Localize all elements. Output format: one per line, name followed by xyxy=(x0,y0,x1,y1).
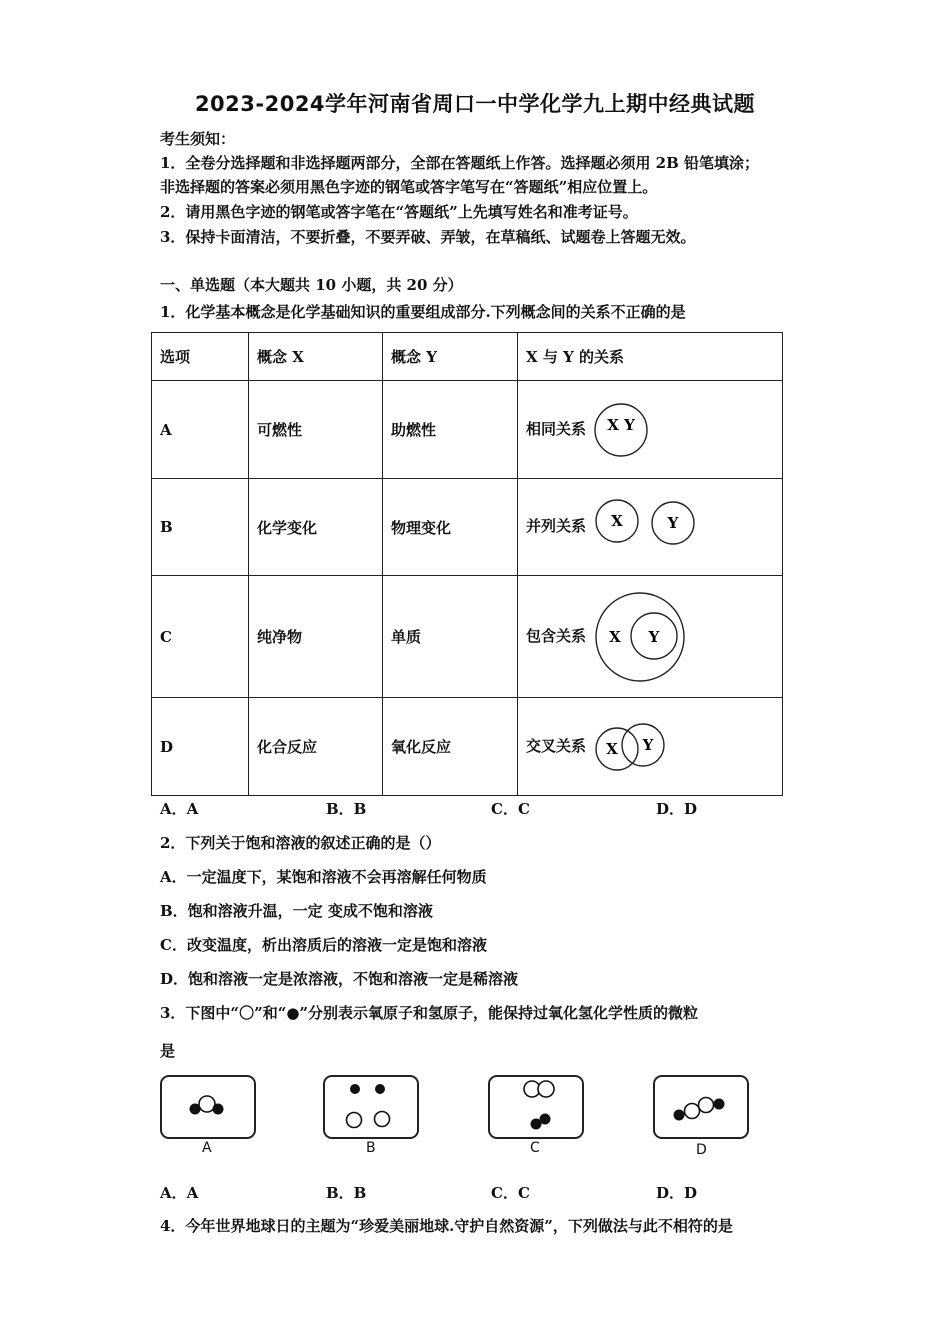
contain-relation-diagram xyxy=(593,589,691,685)
q3-stem: 3．下图中“〇”和“●”分别表示氧原子和氢原子，能保持过氧化氢化学性质的微粒 xyxy=(160,1004,699,1022)
relation-label: 并列关系 xyxy=(526,517,587,535)
q2-option-c[interactable]: C．改变温度，析出溶质后的溶液一定是饱和溶液 xyxy=(160,936,487,954)
parallel-relation-diagram xyxy=(593,497,703,557)
same-relation-diagram xyxy=(593,400,657,460)
notice-line-1: 1．全卷分选择题和非选择题两部分，全部在答题纸上作答。选择题必须用 2B 铅笔填涂； xyxy=(160,154,760,172)
relation-label: 交叉关系 xyxy=(526,736,587,755)
option-cell: D xyxy=(152,698,249,796)
hydrogen-atom xyxy=(540,1114,551,1125)
q1-choice-b[interactable]: B．B xyxy=(326,800,367,818)
hydrogen-atom xyxy=(213,1104,224,1115)
q2-stem: 2．下列关于饱和溶液的叙述正确的是（） xyxy=(160,834,441,852)
hydrogen-atom xyxy=(350,1084,360,1094)
q2-option-d[interactable]: D．饱和溶液一定是浓溶液，不饱和溶液一定是稀溶液 xyxy=(160,970,519,988)
table-header-row xyxy=(152,333,783,381)
table-row xyxy=(152,576,783,698)
intersect-relation-diagram xyxy=(593,717,673,777)
q3-choice-c[interactable]: C．C xyxy=(491,1184,530,1202)
concept-x-cell: 化学变化 xyxy=(249,479,383,576)
relation-cell xyxy=(518,479,783,576)
molecule-box-a xyxy=(160,1075,256,1139)
circle-label-x: X xyxy=(606,739,619,758)
q3-choice-b[interactable]: B．B xyxy=(326,1184,367,1202)
header-cell: 概念 Y xyxy=(383,333,518,381)
molecule-box-d xyxy=(653,1075,749,1139)
q1-stem: 1．化学基本概念是化学基础知识的重要组成部分.下列概念间的关系不正确的是 xyxy=(160,303,686,321)
table-row xyxy=(152,698,783,796)
circle-label-x: X xyxy=(609,627,622,646)
section-heading: 一、单选题（本大题共 10 小题，共 20 分） xyxy=(160,276,463,294)
circle-label-y: Y xyxy=(648,627,660,646)
relation-cell xyxy=(518,381,783,479)
circle-label-y: Y xyxy=(642,735,654,754)
notice-line-3: 3．保持卡面清洁，不要折叠，不要弄破、弄皱，在草稿纸、试题卷上答题无效。 xyxy=(160,228,696,246)
notice-line-2: 2．请用黑色字迹的钢笔或答字笔在“答题纸”上先填写姓名和准考证号。 xyxy=(160,203,638,221)
oxygen-atom xyxy=(699,1098,714,1113)
q2-option-a[interactable]: A．一定温度下，某饱和溶液不会再溶解任何物质 xyxy=(160,868,487,886)
table-row xyxy=(152,381,783,479)
q3-stem-cont: 是 xyxy=(160,1042,176,1060)
header-cell: 概念 X xyxy=(249,333,383,381)
relation-cell xyxy=(518,698,783,796)
relation-label: 包含关系 xyxy=(526,626,587,645)
q3-choice-d[interactable]: D．D xyxy=(656,1184,698,1202)
circle-label-xy: X Y xyxy=(607,415,636,434)
table-row xyxy=(152,479,783,576)
header-cell: X 与 Y 的关系 xyxy=(518,333,783,381)
concept-y-cell: 氧化反应 xyxy=(383,698,518,796)
molecule-label-c: C xyxy=(530,1140,540,1156)
oxygen-atom xyxy=(375,1112,390,1127)
concept-y-cell: 助燃性 xyxy=(383,381,518,479)
molecule-box-c xyxy=(488,1075,584,1139)
oxygen-atom xyxy=(347,1113,362,1128)
hydrogen-atom xyxy=(714,1099,725,1110)
page-title: 2023-2024学年河南省周口一中学化学九上期中经典试题 xyxy=(194,92,756,116)
concept-y-cell: 单质 xyxy=(383,576,518,698)
option-cell: B xyxy=(152,479,249,576)
oxygen-atom xyxy=(685,1104,700,1119)
molecule-label-d: D xyxy=(696,1142,707,1158)
relation-cell xyxy=(518,576,783,698)
molecule-label-a: A xyxy=(202,1140,212,1156)
header-cell: 选项 xyxy=(152,333,249,381)
circle-label-x: X xyxy=(611,512,624,530)
circle-label-y: Y xyxy=(667,514,679,532)
molecule-label-b: B xyxy=(366,1140,376,1156)
q1-choice-d[interactable]: D．D xyxy=(656,800,698,818)
q1-choice-c[interactable]: C．C xyxy=(491,800,530,818)
concept-y-cell: 物理变化 xyxy=(383,479,518,576)
hydrogen-atom xyxy=(375,1084,385,1094)
q4-stem: 4．今年世界地球日的主题为“珍爱美丽地球.守护自然资源”，下列做法与此不相符的是 xyxy=(160,1217,733,1235)
molecule-box-b xyxy=(323,1075,419,1139)
molecule-d-diagram xyxy=(655,1077,747,1137)
q3-choice-a[interactable]: A．A xyxy=(160,1184,199,1202)
q2-option-b[interactable]: B．饱和溶液升温，一定 变成不饱和溶液 xyxy=(160,902,433,920)
molecule-a-diagram xyxy=(162,1077,254,1137)
concept-x-cell: 纯净物 xyxy=(249,576,383,698)
option-cell: C xyxy=(152,576,249,698)
oxygen-atom xyxy=(538,1081,554,1097)
molecule-c-diagram xyxy=(490,1077,582,1137)
hydrogen-atom xyxy=(674,1110,685,1121)
option-cell: A xyxy=(152,381,249,479)
q1-choice-a[interactable]: A．A xyxy=(160,800,199,818)
concept-x-cell: 化合反应 xyxy=(249,698,383,796)
molecule-b-diagram xyxy=(325,1077,417,1137)
q1-table xyxy=(151,332,783,796)
notice-heading: 考生须知： xyxy=(160,130,236,148)
notice-line-1b: 非选择题的答案必须用黑色字迹的钢笔或答字笔写在“答题纸”相应位置上。 xyxy=(160,178,658,196)
concept-x-cell: 可燃性 xyxy=(249,381,383,479)
relation-label: 相同关系 xyxy=(526,419,587,438)
